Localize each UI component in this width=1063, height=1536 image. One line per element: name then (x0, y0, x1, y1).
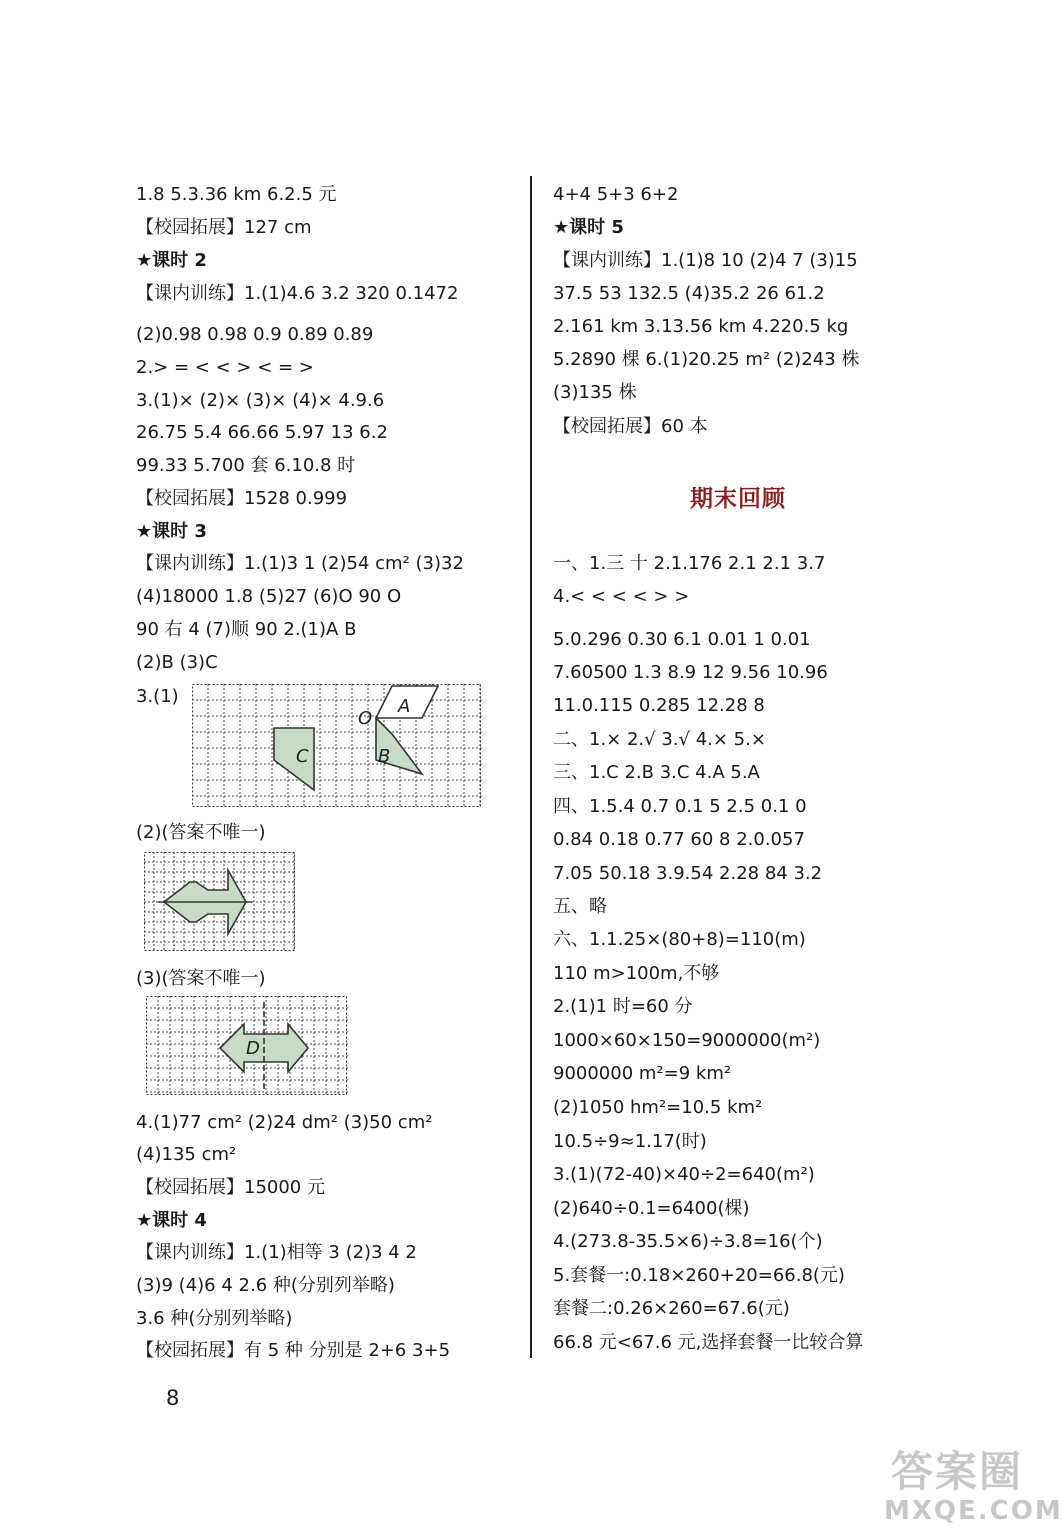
answer-line: 【课内训练】1.(1)8 10 (2)4 7 (3)15 (553, 250, 858, 271)
answer-line: 5.0.296 0.30 6.1 0.01 1 0.01 (553, 629, 811, 650)
answer-line: 3.(1) (136, 686, 179, 707)
answer-line: 99.33 5.700 套 6.10.8 时 (136, 455, 356, 476)
answer-line: (2)(答案不唯一) (136, 822, 266, 843)
answer-line: 【校园拓展】60 本 (553, 416, 708, 437)
answer-line: 37.5 53 132.5 (4)35.2 26 61.2 (553, 283, 825, 304)
answer-line: 【校园拓展】127 cm (136, 217, 312, 238)
answer-line: 2.(1)1 时=60 分 (553, 996, 693, 1017)
answer-line: (3)135 株 (553, 382, 637, 403)
answer-line: 4.(1)77 cm² (2)24 dm² (3)50 cm² (136, 1112, 433, 1133)
grid-figure-symmetry (146, 996, 348, 1096)
answer-line: 【校园拓展】有 5 种 分别是 2+6 3+5 (136, 1340, 451, 1361)
grid-figure-arrow (144, 852, 296, 952)
section-title: 期末回顾 (690, 486, 786, 512)
answer-line: 二、1.× 2.√ 3.√ 4.× 5.× (553, 729, 766, 750)
answer-line: 66.8 元<67.6 元,选择套餐一比较合算 (553, 1332, 864, 1353)
answer-line: 【校园拓展】15000 元 (136, 1177, 325, 1198)
answer-line: 【课内训练】1.(1)3 1 (2)54 cm² (3)32 (136, 553, 464, 574)
label-d: D (246, 1038, 260, 1059)
answer-line: 7.60500 1.3 8.9 12 9.56 10.96 (553, 662, 828, 683)
answer-line: (2)1050 hm²=10.5 km² (553, 1097, 763, 1118)
answer-line: 五、略 (553, 896, 607, 917)
answer-line: 7.05 50.18 3.9.54 2.28 84 3.2 (553, 863, 823, 884)
answer-line: 4.< < < < > > (553, 586, 690, 607)
answer-line: 一、1.三 十 2.1.176 2.1 2.1 3.7 (553, 553, 826, 574)
watermark-sub: MXQE.COM (884, 1496, 1063, 1526)
answer-line: (4)135 cm² (136, 1144, 237, 1165)
answer-line: (3)9 (4)6 4 2.6 种(分别列举略) (136, 1275, 395, 1296)
label-c: C (296, 746, 309, 767)
watermark-logo (884, 1447, 1063, 1532)
lesson-heading: ★课时 5 (553, 217, 624, 238)
answer-line: 4+4 5+3 6+2 (553, 184, 679, 205)
answer-line: 5.套餐一:0.18×260+20=66.8(元) (553, 1265, 845, 1286)
answer-line: 【课内训练】1.(1)相等 3 (2)3 4 2 (136, 1242, 417, 1263)
lesson-heading: ★课时 3 (136, 521, 207, 542)
lesson-heading: ★课时 4 (136, 1210, 207, 1231)
answer-line: (2)0.98 0.98 0.9 0.89 0.89 (136, 324, 374, 345)
answer-line: (4)18000 1.8 (5)27 (6)O 90 O (136, 586, 402, 607)
answer-line: 三、1.C 2.B 3.C 4.A 5.A (553, 762, 760, 783)
label-a: A (398, 696, 411, 717)
answer-line: 1.8 5.3.36 km 6.2.5 元 (136, 184, 337, 205)
answer-line: 90 右 4 (7)顺 90 2.(1)A B (136, 619, 357, 640)
answer-line: (2)B (3)C (136, 652, 218, 673)
answer-line: 11.0.115 0.285 12.28 8 (553, 695, 765, 716)
answer-line: 10.5÷9≈1.17(时) (553, 1131, 707, 1152)
answer-line: 9000000 m²=9 km² (553, 1063, 732, 1084)
answer-line: (3)(答案不唯一) (136, 968, 266, 989)
answer-line: 0.84 0.18 0.77 60 8 2.0.057 (553, 829, 805, 850)
grid-figure-transformations (192, 684, 482, 808)
page-number: 8 (166, 1386, 180, 1410)
answer-line: 四、1.5.4 0.7 0.1 5 2.5 0.1 0 (553, 796, 807, 817)
answer-line: 1000×60×150=9000000(m²) (553, 1030, 821, 1051)
answer-line: 【课内训练】1.(1)4.6 3.2 320 0.1472 (136, 283, 459, 304)
answer-line: (2)640÷0.1=6400(棵) (553, 1198, 750, 1219)
answer-line: 2.161 km 3.13.56 km 4.220.5 kg (553, 316, 849, 337)
answer-line: 【校园拓展】1528 0.999 (136, 488, 348, 509)
answer-line: 六、1.1.25×(80+8)=110(m) (553, 929, 806, 950)
watermark-main: 答案圈 (890, 1447, 1023, 1496)
answer-line: 3.6 种(分别列举略) (136, 1308, 293, 1329)
answer-line: 26.75 5.4 66.66 5.97 13 6.2 (136, 422, 388, 443)
lesson-heading: ★课时 2 (136, 250, 207, 271)
column-divider (530, 176, 532, 1358)
answer-line: 3.(1)(72-40)×40÷2=640(m²) (553, 1164, 815, 1185)
answer-line: 4.(273.8-35.5×6)÷3.8=16(个) (553, 1231, 823, 1252)
answer-line: 5.2890 棵 6.(1)20.25 m² (2)243 株 (553, 349, 860, 370)
answer-line: 3.(1)× (2)× (3)× (4)× 4.9.6 (136, 390, 385, 411)
label-b: B (378, 746, 391, 767)
answer-line: 2.> = < < > < = > (136, 357, 314, 378)
label-o: O (358, 708, 373, 729)
answer-line: 110 m>100m,不够 (553, 963, 720, 984)
answer-line: 套餐二:0.26×260=67.6(元) (553, 1298, 790, 1319)
